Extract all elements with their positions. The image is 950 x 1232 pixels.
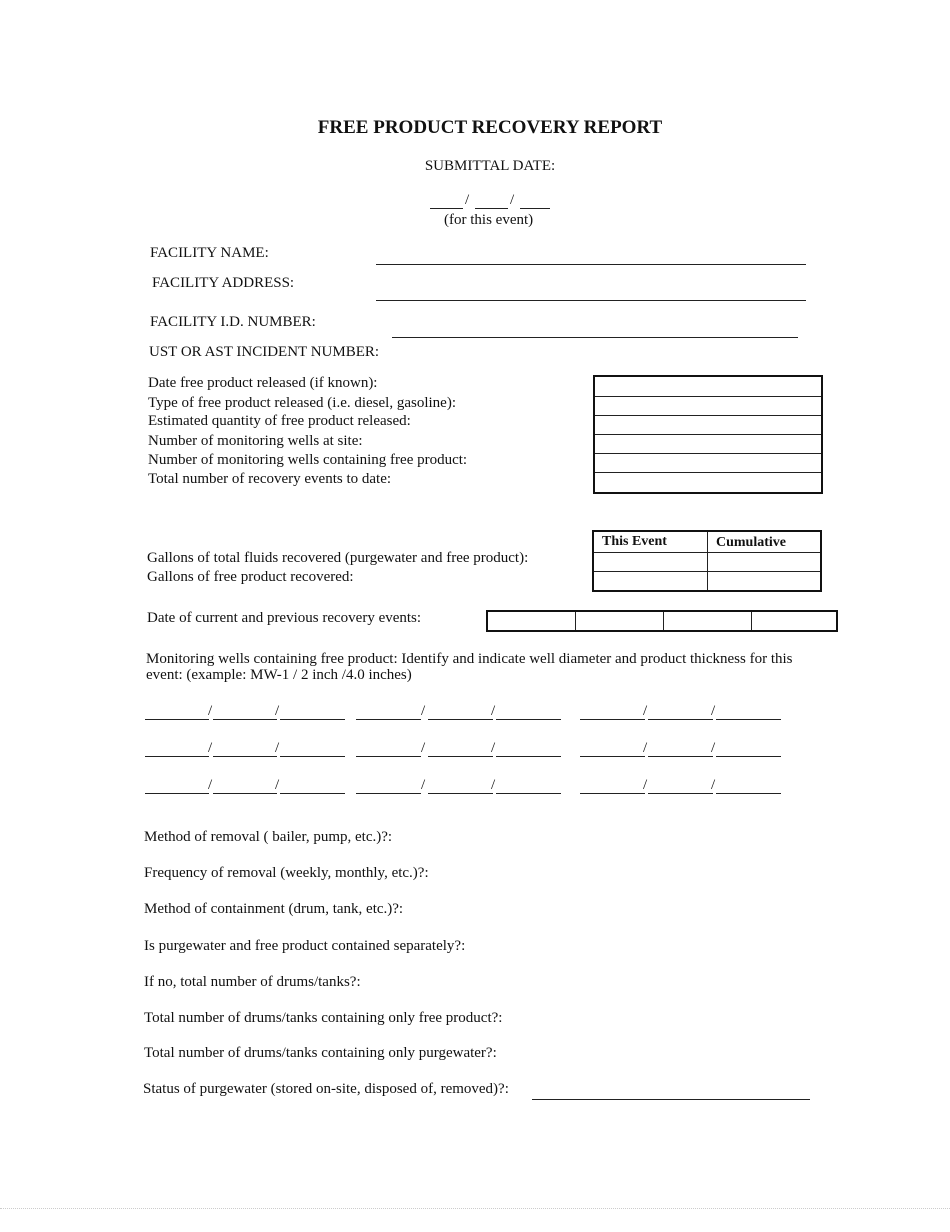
box-row-divider [595, 472, 821, 473]
well-field-row2-group1-part2[interactable] [213, 756, 277, 757]
well-field-row1-group3-part3[interactable] [716, 719, 781, 720]
well-field-separator: / [275, 777, 280, 793]
this-event-header: This Event [602, 534, 667, 549]
well-field-row3-group3-part2[interactable] [648, 793, 713, 794]
facility-address-label: FACILITY ADDRESS: [152, 275, 295, 291]
date-cell-divider [575, 612, 576, 630]
facility-name-label: FACILITY NAME: [150, 245, 269, 261]
well-field-row1-group2-part2[interactable] [428, 719, 493, 720]
well-field-separator: / [643, 777, 648, 793]
purgewater-status-label: Status of purgewater (stored on-site, disposed of, removed)?: [143, 1081, 509, 1097]
wells-instruction: Monitoring wells containing free product: Identify and indicate well diameter and product thickness for this [146, 651, 793, 667]
date-note: (for this event) [444, 212, 534, 228]
separate-containment-label: Is purgewater and free product contained separately?: [144, 938, 466, 954]
well-field-row2-group2-part1[interactable] [356, 756, 421, 757]
well-field-row1-group3-part2[interactable] [648, 719, 713, 720]
table-col-divider [707, 532, 708, 590]
wells-instruction-example: event: (example: MW-1 / 2 inch /4.0 inches) [146, 667, 412, 683]
recovery-table [592, 530, 822, 592]
well-field-row2-group3-part2[interactable] [648, 756, 713, 757]
free-product-recovered-label: Gallons of free product recovered: [147, 569, 354, 585]
well-field-row3-group1-part1[interactable] [145, 793, 209, 794]
drums-purgewater-label: Total number of drums/tanks containing only purgewater?: [144, 1045, 497, 1061]
well-field-separator: / [643, 703, 648, 719]
well-field-separator: / [208, 740, 213, 756]
page-title: FREE PRODUCT RECOVERY REPORT [317, 117, 663, 138]
date-separator: / [510, 192, 515, 208]
well-field-row3-group2-part1[interactable] [356, 793, 421, 794]
well-field-row1-group1-part3[interactable] [280, 719, 345, 720]
well-field-row2-group1-part3[interactable] [280, 756, 345, 757]
cumulative-header: Cumulative [716, 535, 786, 550]
well-field-separator: / [208, 703, 213, 719]
well-field-separator: / [491, 777, 496, 793]
well-field-separator: / [711, 740, 716, 756]
well-field-row1-group1-part2[interactable] [213, 719, 277, 720]
box-row-divider [595, 434, 821, 435]
date-cell-divider [663, 612, 664, 630]
drums-tanks-total-label: If no, total number of drums/tanks?: [144, 974, 361, 990]
box-row-divider [595, 415, 821, 416]
release-info-box [593, 375, 823, 494]
well-field-separator: / [208, 777, 213, 793]
release-date-label: Date free product released (if known): [148, 375, 378, 391]
well-field-separator: / [421, 703, 426, 719]
well-field-separator: / [491, 703, 496, 719]
well-field-row2-group2-part2[interactable] [428, 756, 493, 757]
drums-free-product-label: Total number of drums/tanks containing only free product?: [144, 1010, 503, 1026]
date-cell-divider [751, 612, 752, 630]
well-field-row3-group2-part3[interactable] [496, 793, 561, 794]
wells-with-product-label: Number of monitoring wells containing free product: [148, 452, 468, 468]
monitoring-wells-label: Number of monitoring wells at site: [148, 433, 363, 449]
well-field-row1-group2-part1[interactable] [356, 719, 421, 720]
removal-frequency-label: Frequency of removal (weekly, monthly, etc.)?: [144, 865, 429, 881]
total-fluids-label: Gallons of total fluids recovered (purgewater and free product): [147, 550, 529, 566]
well-field-separator: / [711, 777, 716, 793]
well-field-row3-group1-part3[interactable] [280, 793, 345, 794]
well-field-row2-group3-part3[interactable] [716, 756, 781, 757]
containment-method-label: Method of containment (drum, tank, etc.)?: [144, 901, 404, 917]
well-field-row2-group3-part1[interactable] [580, 756, 645, 757]
well-field-separator: / [421, 740, 426, 756]
scan-edge-dots [0, 1208, 950, 1209]
facility-name-field[interactable] [376, 264, 806, 265]
date-separator: / [465, 192, 470, 208]
box-row-divider [595, 453, 821, 454]
well-field-row1-group1-part1[interactable] [145, 719, 209, 720]
table-row-divider [594, 571, 820, 572]
well-field-separator: / [275, 703, 280, 719]
incident-number-label: UST OR AST INCIDENT NUMBER: [149, 344, 380, 360]
well-field-separator: / [491, 740, 496, 756]
submittal-date-label: SUBMITTAL DATE: [424, 158, 556, 174]
facility-id-label: FACILITY I.D. NUMBER: [150, 314, 316, 330]
facility-address-field[interactable] [376, 300, 806, 301]
recovery-dates-box[interactable] [486, 610, 838, 632]
facility-id-field[interactable] [392, 337, 798, 338]
well-field-row3-group2-part2[interactable] [428, 793, 493, 794]
recovery-events-label: Date of current and previous recovery events: [147, 610, 422, 626]
well-field-row1-group2-part3[interactable] [496, 719, 561, 720]
estimated-quantity-label: Estimated quantity of free product released: [148, 413, 411, 429]
submittal-day-field[interactable] [475, 208, 508, 209]
well-field-row3-group3-part3[interactable] [716, 793, 781, 794]
table-row-divider [594, 552, 820, 553]
submittal-month-field[interactable] [430, 208, 463, 209]
well-field-row3-group1-part2[interactable] [213, 793, 277, 794]
well-field-separator: / [421, 777, 426, 793]
product-type-label: Type of free product released (i.e. diesel, gasoline): [148, 395, 456, 411]
purgewater-status-field[interactable] [532, 1099, 810, 1100]
box-row-divider [595, 396, 821, 397]
removal-method-label: Method of removal ( bailer, pump, etc.)?: [144, 829, 393, 845]
well-field-row3-group3-part1[interactable] [580, 793, 645, 794]
well-field-row2-group2-part3[interactable] [496, 756, 561, 757]
well-field-row2-group1-part1[interactable] [145, 756, 209, 757]
well-field-row1-group3-part1[interactable] [580, 719, 645, 720]
submittal-year-field[interactable] [520, 208, 550, 209]
well-field-separator: / [711, 703, 716, 719]
well-field-separator: / [643, 740, 648, 756]
well-field-separator: / [275, 740, 280, 756]
recovery-events-count-label: Total number of recovery events to date: [148, 471, 392, 487]
